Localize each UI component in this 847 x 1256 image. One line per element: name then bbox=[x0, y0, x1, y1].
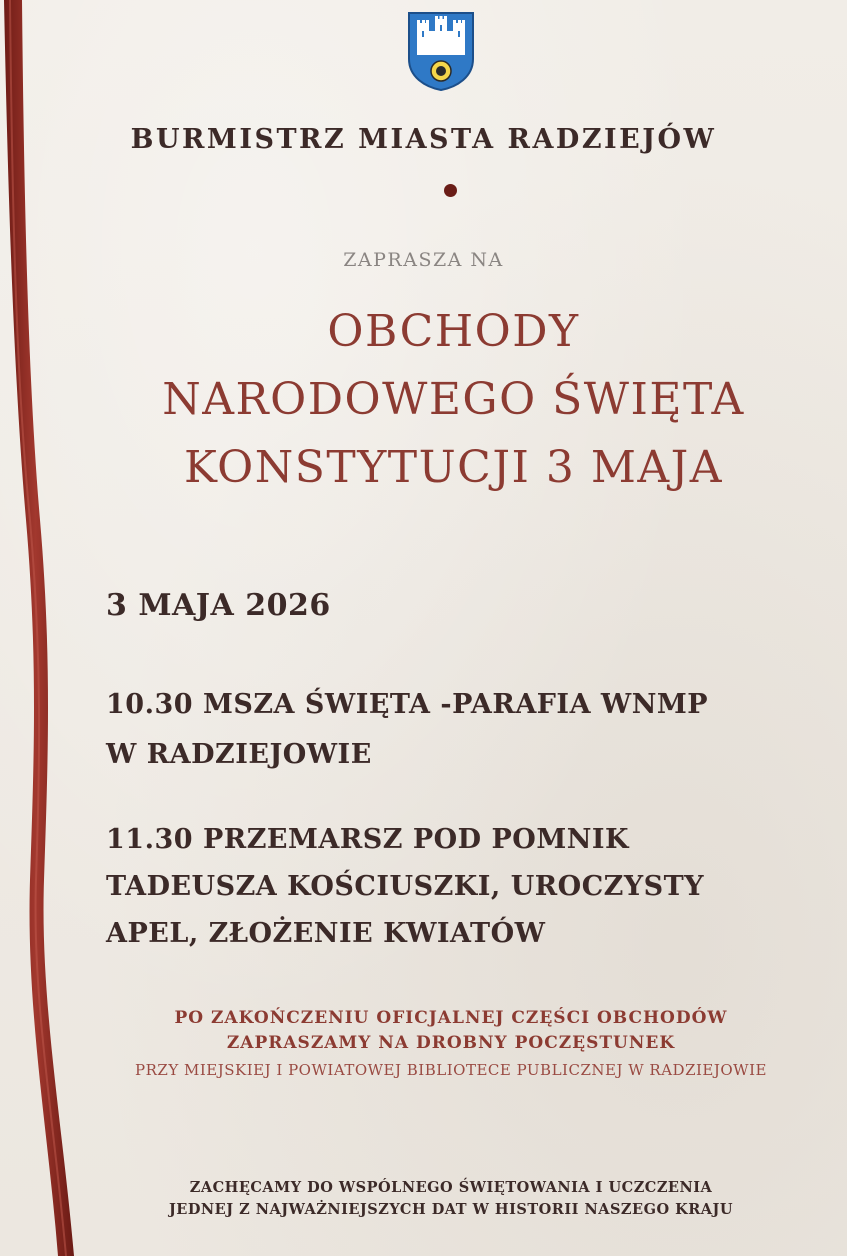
radziejow-coat-of-arms-icon bbox=[407, 11, 475, 91]
title-line-3: KONSTYTUCJI 3 MAJA bbox=[183, 442, 724, 493]
footer-line-2: JEDNEJ Z NAJWAŻNIEJSZYCH DAT W HISTORII NASZEGO KRAJU bbox=[168, 1201, 734, 1218]
schedule-item-march bbox=[106, 816, 704, 957]
event-title bbox=[0, 298, 847, 502]
footer-line-1: ZACHĘCAMY DO WSPÓLNEGO ŚWIĘTOWANIA I UCZCZENIA bbox=[189, 1179, 713, 1196]
schedule-item-line: APEL, ZŁOŻENIE KWIATÓW bbox=[106, 918, 546, 949]
event-date: 3 MAJA 2026 bbox=[106, 588, 331, 623]
title-line-1: OBCHODY bbox=[327, 306, 580, 357]
schedule-item-line: W RADZIEJOWIE bbox=[106, 739, 372, 770]
title-line-2: NARODOWEGO ŚWIĘTA bbox=[162, 374, 745, 425]
refreshments-line-1: PO ZAKOŃCZENIU OFICJALNEJ CZĘŚCI OBCHODÓW bbox=[174, 1008, 728, 1028]
refreshments-location: PRZY MIEJSKIEJ I POWIATOWEJ BIBLIOTECE PUBLICZNEJ W RADZIEJOWIE bbox=[135, 1061, 767, 1079]
mayor-heading: BURMISTRZ MIASTA RADZIEJÓW bbox=[130, 124, 717, 155]
invites-label: ZAPRASZA NA bbox=[343, 249, 504, 271]
schedule-item-line: TADEUSZA KOŚCIUSZKI, UROCZYSTY bbox=[106, 871, 705, 902]
decorative-dot bbox=[444, 184, 457, 197]
footer-invitation bbox=[0, 1177, 847, 1221]
schedule-item-line: 11.30 PRZEMARSZ POD POMNIK bbox=[106, 824, 629, 855]
schedule-item-mass bbox=[106, 680, 708, 780]
refreshments-note bbox=[0, 1006, 847, 1056]
refreshments-line-2: ZAPRASZAMY NA DROBNY POCZĘSTUNEK bbox=[226, 1033, 676, 1053]
schedule-item-line: 10.30 MSZA ŚWIĘTA -PARAFIA WNMP bbox=[106, 689, 709, 720]
